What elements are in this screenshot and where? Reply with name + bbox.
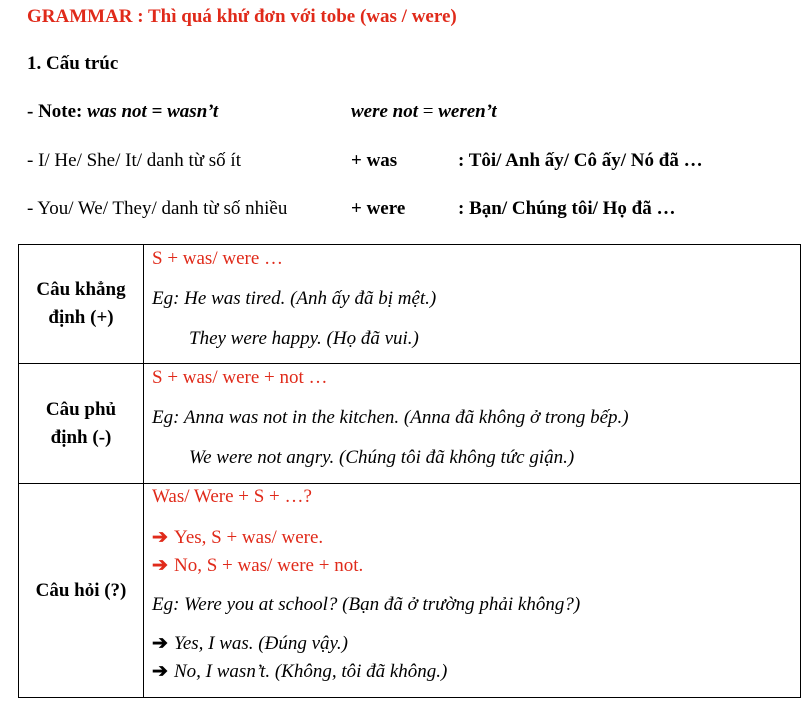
label-question: Câu hỏi (?) [19, 484, 144, 698]
grammar-table [18, 244, 801, 698]
example-answer-yes-text: Yes, I was. (Đúng vậy.) [174, 633, 348, 654]
example-affirmative-1: Eg: He was tired. (Anh ấy đã bị mệt.) [152, 288, 437, 309]
verb-were: + were [351, 198, 406, 219]
page-title: GRAMMAR : Thì quá khứ đơn với tobe (was / were) [27, 6, 457, 27]
verb-was: + was [351, 150, 398, 171]
meaning-singular: : Tôi/ Anh ấy/ Cô ấy/ Nó đã … [458, 150, 703, 171]
meaning-plural: : Bạn/ Chúng tôi/ Họ đã … [458, 198, 676, 219]
example-answer-no [152, 660, 447, 684]
note-prefix: - Note: [27, 101, 88, 122]
answer-no-text: No, S + was/ were + not. [174, 555, 364, 576]
answer-no-pattern [152, 554, 363, 578]
note-equals: = [418, 101, 439, 122]
label-affirmative-line1: Câu khẳng [36, 279, 126, 300]
table-row-question [19, 484, 801, 698]
example-answer-yes [152, 632, 348, 656]
note-were-not: were not [351, 101, 419, 122]
example-affirmative-2: They were happy. (Họ đã vui.) [189, 328, 419, 349]
label-negative-line1: Câu phủ [45, 398, 117, 420]
note-line-left [27, 100, 218, 124]
arrow-right-icon: ➔ [152, 555, 168, 576]
table-row-affirmative [19, 245, 801, 364]
table-row-negative [19, 364, 801, 484]
cell-affirmative [144, 245, 801, 364]
note-line-right [351, 100, 497, 124]
example-negative-1: Eg: Anna was not in the kitchen. (Anna đã không ở trong bếp.) [152, 407, 629, 428]
label-affirmative-line2: định (+) [48, 307, 114, 328]
label-negative [19, 364, 144, 484]
example-question: Eg: Were you at school? (Bạn đã ở trường phải không?) [152, 594, 581, 615]
section-heading: 1. Cấu trúc [27, 53, 119, 74]
label-negative-line2: định (-) [50, 426, 112, 448]
subject-singular: - I/ He/ She/ It/ danh từ số ít [27, 150, 241, 171]
arrow-right-icon: ➔ [152, 633, 168, 654]
note-werent: weren’t [438, 101, 497, 122]
label-affirmative [19, 245, 144, 364]
note-wasnt: was not = wasn’t [87, 101, 219, 122]
arrow-right-icon: ➔ [152, 661, 168, 682]
subject-plural: - You/ We/ They/ danh từ số nhiều [27, 198, 288, 219]
arrow-right-icon: ➔ [152, 527, 168, 548]
example-negative-2: We were not angry. (Chúng tôi đã không tức giận.) [189, 447, 575, 468]
formula-negative: S + was/ were + not … [152, 367, 328, 388]
formula-question: Was/ Were + S + …? [152, 486, 312, 507]
answer-yes-pattern [152, 526, 323, 550]
cell-negative [144, 364, 801, 484]
cell-question [144, 484, 801, 698]
answer-yes-text: Yes, S + was/ were. [174, 527, 324, 548]
example-answer-no-text: No, I wasn’t. (Không, tôi đã không.) [174, 661, 448, 682]
formula-affirmative: S + was/ were … [152, 248, 284, 269]
